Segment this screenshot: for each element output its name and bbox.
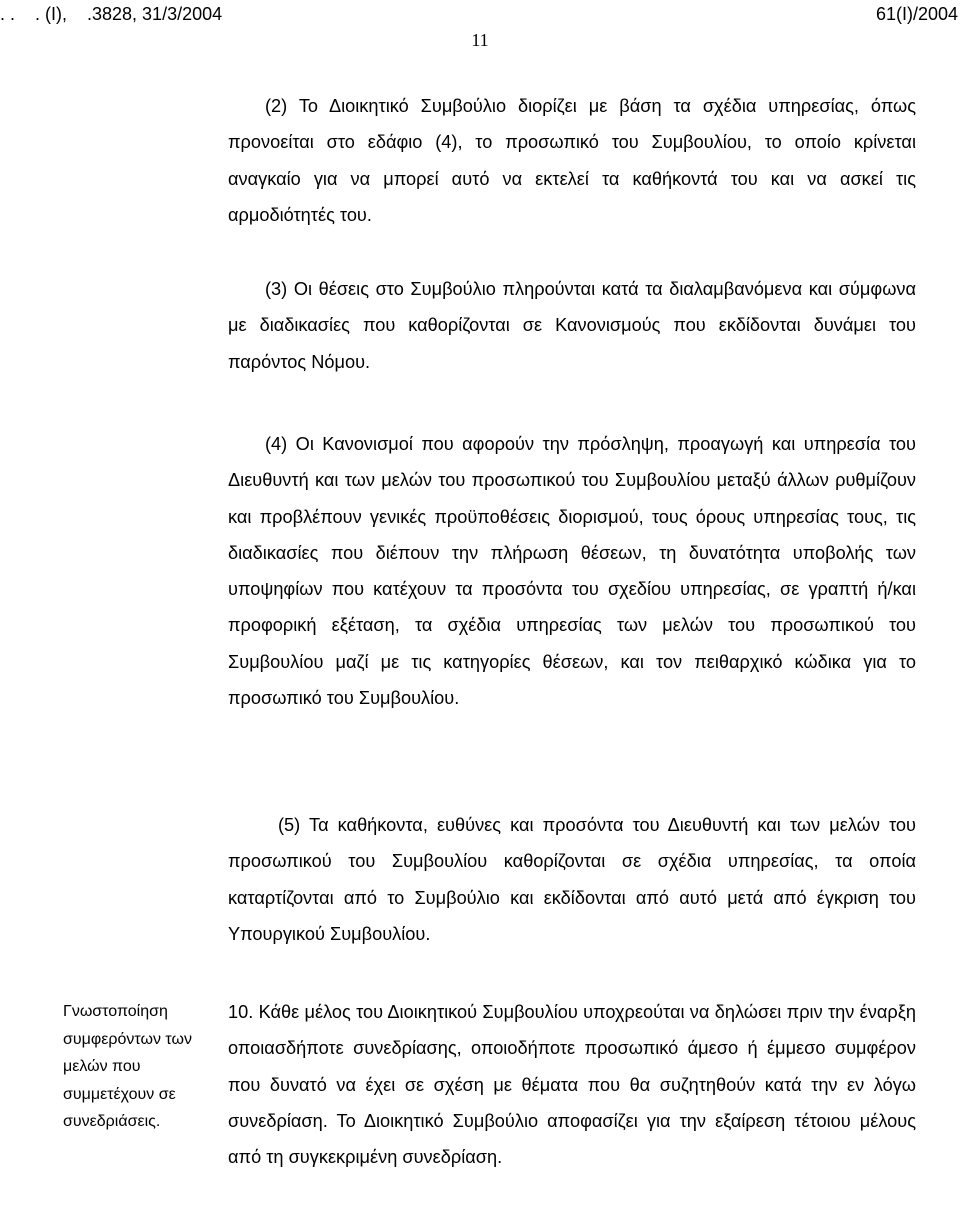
page-number: 11 — [471, 30, 489, 50]
section-10: 10. Κάθε μέλος του Διοικητικού Συμβουλίου υποχρεούται να δηλώσει πριν την έναρξη οποιασδήποτε συνεδρίασης, οποιοδήποτε προσωπικό άμεσο ή έμμεσο συμφέρον που δυνατό να έχει σε σχέση με θέματα που θα συζητηθούν κατά την εν λόγω συνεδρίαση. Το Διοικητικό Συμβούλιο αποφασίζει για την εξαίρεση τέτοιου μέλους από τη συγκεκριμένη συνεδρίαση. — [228, 1002, 916, 1168]
paragraph-4: (4) Οι Κανονισμοί που αφορούν την πρόσληψη, προαγωγή και υπηρεσία του Διευθυντή και των μελών του προσωπικού του Συμβουλίου μεταξύ άλλων ρυθμίζουν και προβλέπουν γενικές προϋποθέσεις διορισμού, τους όρους υπηρεσίας τους, τις διαδικασίες που διέπουν την πλήρωση θέσεων, τη δυνατότητα υποβολής των υποψηφίων που κατέχουν τα προσόντα του σχεδίου υπηρεσίας, σε γραπτή ή/και προφορική εξέταση, τα σχέδια υπηρεσίας των μελών του προσωπικού του Συμβουλίου μαζί με τις κατηγορίες θέσεων, και τον πειθαρχικό κώδικα για το προσωπικό του Συμβουλίου. — [228, 434, 916, 709]
margin-note: Γνωστοποίηση συμφερόντων των μελών που συμμετέχουν σε συνεδριάσεις. — [63, 1003, 192, 1130]
page-header-reference: . . . (Ι), .3828, 31/3/2004 — [0, 4, 223, 24]
paragraph-2: (2) Το Διοικητικό Συμβούλιο διορίζει με βάση τα σχέδια υπηρεσίας, όπως προνοείται στο εδάφιο (4), το προσωπικό του Συμβουλίου, το οποίο κρίνεται αναγκαίο για να μπορεί αυτό να εκτελεί τα καθήκοντά του και να ασκεί τις αρμοδιότητές του. — [228, 96, 916, 225]
law-number: 61(I)/2004 — [875, 4, 958, 24]
paragraph-5: (5) Τα καθήκοντα, ευθύνες και προσόντα του Διευθυντή και των μελών του προσωπικού του Συμβουλίου καθορίζονται σε σχέδια υπηρεσίας, τα οποία καταρτίζονται από το Συμβούλιο και εκδίδονται από αυτό μετά από έγκριση του Υπουργικού Συμβουλίου. — [228, 815, 916, 944]
paragraph-3: (3) Οι θέσεις στο Συμβούλιο πληρούνται κατά τα διαλαμβανόμενα και σύμφωνα με διαδικασίες που καθορίζονται σε Κανονισμούς που εκδίδονται δυνάμει του παρόντος Νόμου. — [228, 279, 916, 372]
